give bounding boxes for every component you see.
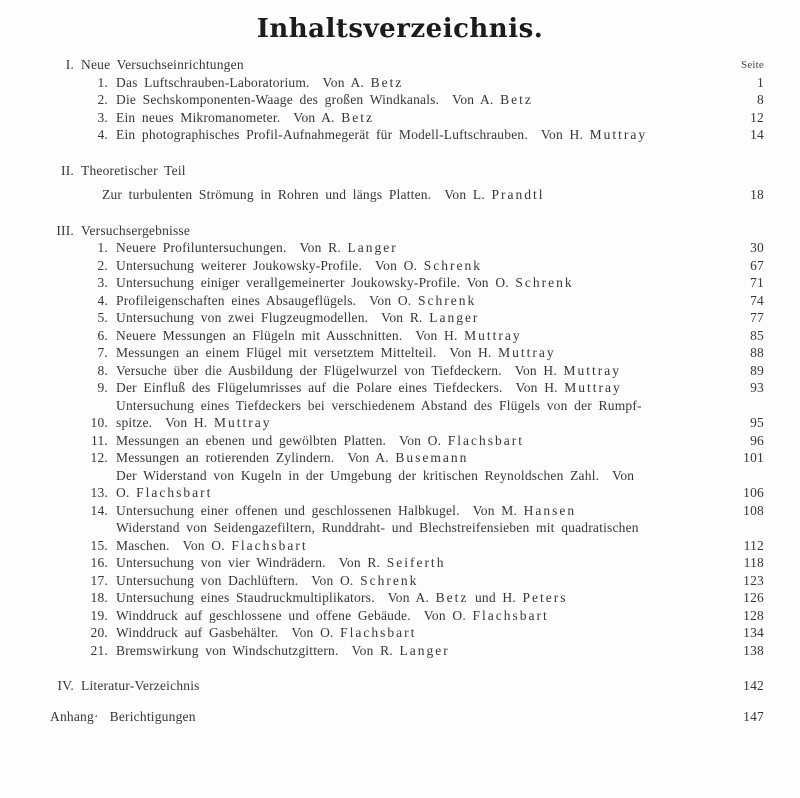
author-name: Langer (347, 240, 398, 255)
item-number: 19. (90, 607, 108, 623)
item-text-line (116, 519, 726, 537)
item-text-segment: Messungen an ebenen und gewölbten Platten. Von O. (116, 432, 448, 448)
toc-item (0, 239, 764, 257)
author-name: Langer (399, 642, 450, 658)
item-text (116, 554, 726, 572)
toc-section (0, 56, 764, 144)
item-text (116, 449, 726, 467)
item-number: 20. (90, 625, 108, 640)
item-page: 18 (750, 187, 764, 202)
item-text-segment: Untersuchung weiterer Joukowsky-Profile. Von O. (116, 257, 424, 273)
toc-item (0, 327, 764, 345)
item-text (116, 126, 726, 144)
item-text (102, 186, 726, 204)
item-number: 10. (90, 415, 108, 430)
item-page: 74 (750, 292, 764, 308)
item-number: 1. (97, 74, 108, 90)
item-text-segment: Winddruck auf Gasbehälter. Von O. (116, 625, 341, 640)
item-text (116, 589, 726, 607)
toc-item (0, 126, 764, 144)
item-number: 1. (97, 240, 108, 255)
toc-item (0, 274, 764, 292)
item-number: 4. (97, 292, 108, 308)
item-text (116, 74, 726, 92)
item-page: 71 (750, 275, 764, 290)
item-number: 18. (90, 590, 108, 605)
item-text-segment: Zur turbulenten Strömung in Rohren und längs Platten. Von L. (102, 187, 492, 202)
item-text (116, 292, 726, 310)
item-number: 12. (90, 450, 108, 465)
toc-item (0, 467, 764, 502)
author-name: Peters (522, 590, 568, 605)
item-text-segment: Untersuchung einiger verallgemeinerter Joukowsky-Profile. Von O. (116, 275, 516, 290)
toc-item (0, 519, 764, 554)
item-text-line (116, 109, 726, 127)
item-text-segment: Neuere Messungen an Flügeln mit Ausschnitten. Von H. (116, 327, 465, 343)
item-text-line (116, 91, 726, 109)
item-number: 8. (97, 362, 108, 378)
section-header (0, 677, 764, 695)
author-name: Schrenk (360, 572, 419, 588)
item-text-line (116, 344, 726, 362)
table-of-contents (0, 54, 800, 725)
item-number: 15. (90, 537, 108, 553)
author-name: Schrenk (515, 275, 574, 290)
item-page: 138 (743, 642, 764, 658)
author-name: Flachsbart (136, 485, 213, 500)
item-number: 17. (90, 572, 108, 588)
item-number: 16. (90, 555, 108, 570)
item-page: 112 (743, 537, 764, 553)
item-text-segment: Ein neues Mikromanometer. Von A. (116, 109, 342, 125)
item-text (116, 239, 726, 257)
item-number: 6. (97, 327, 108, 343)
item-text-line (116, 74, 726, 92)
toc-sections (0, 56, 764, 695)
item-text-line (116, 642, 726, 660)
item-text-segment: Widerstand von Seidengazefiltern, Runddraht- und Blechstreifensieben mit quadratischen (116, 520, 639, 535)
item-text-segment: Untersuchung einer offenen und geschlossenen Halbkugel. Von M. (116, 502, 524, 518)
item-text (116, 432, 726, 450)
item-text-line (116, 449, 726, 467)
toc-item (0, 432, 764, 450)
item-number: 2. (97, 257, 108, 273)
author-name: Betz (370, 74, 404, 90)
toc-item (0, 554, 764, 572)
item-text (116, 309, 726, 327)
section-title: Literatur-Verzeichnis (81, 678, 200, 693)
item-text-line (116, 257, 726, 275)
item-page: 30 (750, 240, 764, 255)
item-text-segment: Der Widerstand von Kugeln in der Umgebung der kritischen Reynoldschen Zahl. Von (116, 467, 635, 483)
section-items (0, 186, 764, 204)
item-text-segment: und H. (468, 590, 523, 605)
item-page: 89 (750, 362, 764, 378)
author-name: Betz (341, 109, 375, 125)
item-text (116, 624, 726, 642)
item-text-line (102, 186, 726, 204)
item-number: 3. (97, 109, 108, 125)
section-numeral: II. (61, 162, 74, 178)
item-page: 88 (750, 345, 764, 360)
toc-section (0, 162, 764, 204)
item-text (116, 257, 726, 275)
item-text-line (116, 537, 726, 555)
item-page: 14 (750, 127, 764, 142)
author-name: Muttray (213, 415, 272, 430)
section-title: Neue Versuchseinrichtungen (81, 57, 244, 72)
item-page: 106 (743, 485, 764, 500)
toc-item (0, 502, 764, 520)
section-header (0, 162, 764, 180)
toc-item (0, 589, 764, 607)
item-page: 8 (757, 92, 764, 107)
author-name: Flachsbart (472, 607, 549, 623)
item-text-line (116, 624, 726, 642)
item-text (116, 642, 726, 660)
item-text-line (116, 274, 726, 292)
item-text-segment: Messungen an rotierenden Zylindern. Von A. (116, 450, 396, 465)
item-text-line (116, 467, 726, 485)
author-name: Muttray (498, 345, 556, 360)
author-name: Prandtl (491, 187, 545, 202)
item-page: 96 (750, 432, 764, 448)
item-text-line (116, 432, 726, 450)
item-page: 101 (743, 450, 764, 465)
author-name: Schrenk (417, 292, 477, 308)
scanned-page (0, 14, 800, 798)
item-text-segment: Der Einfluß des Flügelumrisses auf die Polare eines Tiefdeckers. Von H. (116, 380, 565, 395)
author-name: Flachsbart (447, 432, 525, 448)
item-number: 2. (97, 92, 108, 107)
section-items (0, 74, 764, 144)
section-header (0, 222, 764, 240)
author-name: Busemann (395, 450, 469, 465)
author-name: Muttray (564, 380, 622, 395)
item-page: 126 (743, 590, 764, 605)
item-text-segment: Untersuchung von vier Windrädern. Von R. (116, 555, 387, 570)
item-text (116, 91, 726, 109)
author-name: Betz (435, 590, 469, 605)
item-text-segment: Bremswirkung von Windschutzgittern. Von R. (116, 642, 400, 658)
anhang-label: Anhang· (50, 708, 99, 724)
anhang-row (0, 708, 764, 726)
item-page: 67 (750, 257, 764, 273)
toc-item (0, 257, 764, 275)
section-title: Theoretischer Teil (81, 162, 186, 178)
toc-item (0, 309, 764, 327)
item-text-segment: Versuche über die Ausbildung der Flügelwurzel von Tiefdeckern. Von H. (116, 362, 564, 378)
item-text (116, 362, 726, 380)
item-text-line (116, 414, 726, 432)
page-column-header: Seite (741, 59, 764, 71)
item-text-line (116, 589, 726, 607)
item-page: 85 (750, 327, 764, 343)
item-text-line (116, 554, 726, 572)
item-text-segment: Untersuchung von zwei Flugzeugmodellen. Von R. (116, 310, 430, 325)
item-page: 123 (743, 572, 764, 588)
item-text (116, 397, 726, 432)
toc-item (0, 109, 764, 127)
item-number: 14. (90, 502, 108, 518)
item-text (116, 327, 726, 345)
author-name: Muttray (589, 127, 648, 142)
section-title: Versuchsergebnisse (81, 222, 191, 238)
item-text (116, 274, 726, 292)
toc-item (0, 449, 764, 467)
item-text-segment: Untersuchung eines Staudruckmultiplikators. Von A. (116, 590, 436, 605)
toc-item (0, 91, 764, 109)
item-text-segment: Ein photographisches Profil-Aufnahmegerät für Modell-Luftschrauben. Von H. (116, 127, 590, 142)
toc-section (0, 222, 764, 660)
section-numeral: I. (65, 57, 74, 72)
item-page: 93 (750, 380, 764, 395)
item-number: 3. (97, 275, 108, 290)
item-text (116, 572, 726, 590)
item-text-line (116, 502, 726, 520)
toc-item (0, 379, 764, 397)
section-items (0, 239, 764, 659)
author-name: Schrenk (423, 257, 483, 273)
author-name: Hansen (523, 502, 577, 518)
toc-item (0, 292, 764, 310)
item-text (116, 379, 726, 397)
item-text-segment: Das Luftschrauben-Laboratorium. Von A. (116, 74, 371, 90)
item-text (116, 109, 726, 127)
item-text-line (116, 309, 726, 327)
item-text-line (116, 126, 726, 144)
item-text-segment: O. (116, 485, 137, 500)
item-text-segment: Neuere Profiluntersuchungen. Von R. (116, 240, 348, 255)
item-text-line (116, 607, 726, 625)
item-text-line (116, 397, 726, 415)
item-page: 108 (743, 502, 764, 518)
item-text (116, 519, 726, 554)
item-text (116, 502, 726, 520)
item-number: 9. (97, 380, 108, 395)
author-name: Langer (429, 310, 480, 325)
toc-item (0, 362, 764, 380)
item-text-line (116, 239, 726, 257)
item-text-segment: Profileigenschaften eines Absaugeflügels. Von O. (116, 292, 418, 308)
toc-item (0, 397, 764, 432)
section-numeral: IV. (57, 678, 74, 693)
toc-item (0, 642, 764, 660)
item-text-segment: Die Sechskomponenten-Waage des großen Windkanals. Von A. (116, 92, 501, 107)
author-name: Seiferth (386, 555, 446, 570)
section-header (0, 56, 764, 74)
toc-item (0, 344, 764, 362)
item-text-segment: Maschen. Von O. (116, 537, 232, 553)
item-text-line (116, 362, 726, 380)
item-page: 12 (750, 109, 764, 125)
toc-item (0, 607, 764, 625)
item-number: 7. (97, 345, 108, 360)
toc-item (0, 186, 764, 204)
item-text-line (116, 327, 726, 345)
section-page: 142 (743, 678, 764, 693)
item-text-segment: Untersuchung eines Tiefdeckers bei verschiedenem Abstand des Flügels von der Rumpf- (116, 397, 642, 413)
item-page: 77 (750, 310, 764, 325)
item-text (116, 607, 726, 625)
item-page: 128 (743, 607, 764, 623)
item-number: 13. (90, 485, 108, 500)
anhang-title: Berichtigungen (109, 708, 196, 724)
item-text (116, 467, 726, 502)
item-text-segment: spitze. Von H. (116, 415, 214, 430)
item-page: 118 (743, 555, 764, 570)
item-text-segment: Winddruck auf geschlossene und offene Gebäude. Von O. (116, 607, 473, 623)
item-page: 147 (743, 708, 764, 724)
section-numeral: III. (56, 222, 74, 238)
item-text-segment: Messungen an einem Flügel mit versetztem Mittelteil. Von H. (116, 345, 499, 360)
toc-item (0, 572, 764, 590)
toc-item (0, 624, 764, 642)
item-number: 5. (97, 310, 108, 325)
item-number: 21. (90, 642, 108, 658)
item-number: 11. (91, 432, 108, 448)
item-page: 134 (743, 625, 764, 640)
item-text-line (116, 484, 726, 502)
item-text-line (116, 379, 726, 397)
author-name: Flachsbart (231, 537, 308, 553)
author-name: Betz (500, 92, 533, 107)
page-title: Inhaltsverzeichnis. (256, 14, 544, 44)
toc-item (0, 74, 764, 92)
author-name: Muttray (464, 327, 522, 343)
item-text-line (116, 292, 726, 310)
author-name: Flachsbart (340, 625, 417, 640)
author-name: Muttray (563, 362, 622, 378)
item-text-line (116, 572, 726, 590)
item-page: 95 (750, 415, 764, 430)
item-number: 4. (97, 127, 108, 142)
item-page: 1 (757, 74, 764, 90)
item-text (116, 344, 726, 362)
toc-section (0, 677, 764, 695)
item-text-segment: Untersuchung von Dachlüftern. Von O. (116, 572, 361, 588)
